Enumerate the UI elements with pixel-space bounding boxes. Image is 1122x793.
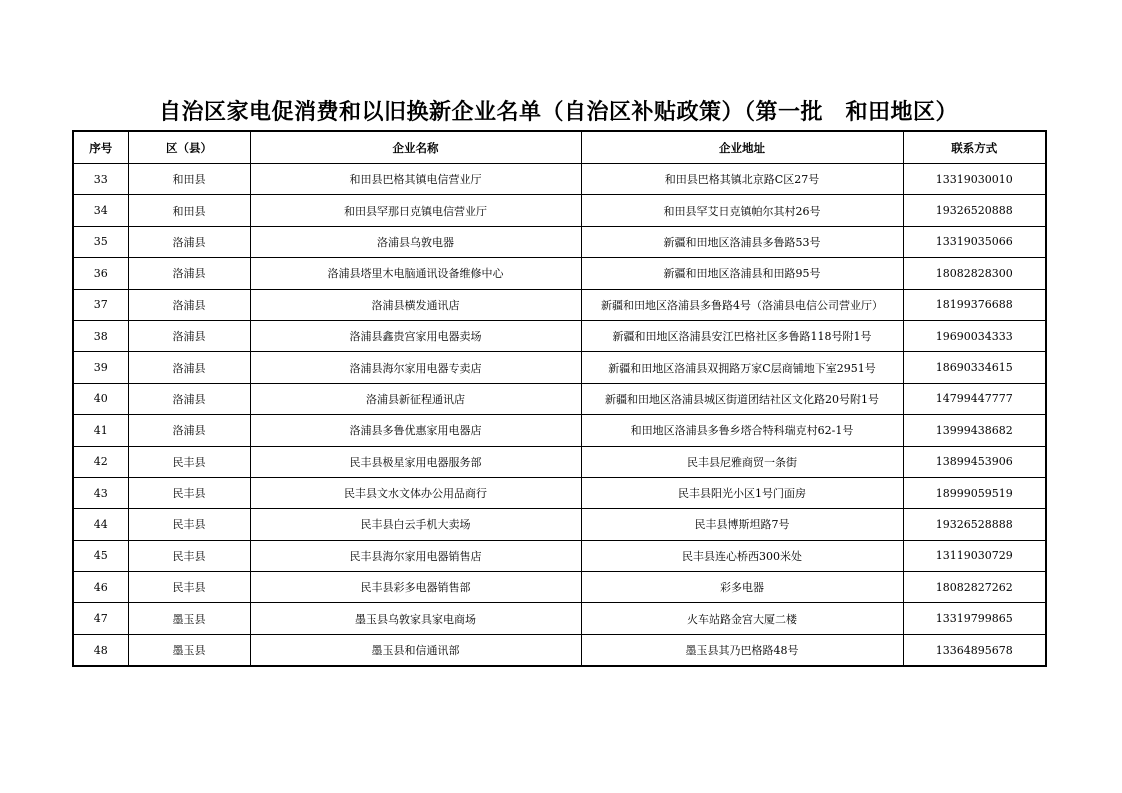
header-district: 区（县） [128, 131, 250, 164]
cell-contact: 19690034333 [903, 320, 1046, 351]
cell-contact: 18082827262 [903, 572, 1046, 603]
cell-contact: 13364895678 [903, 634, 1046, 666]
table-row [73, 572, 1046, 603]
cell-district: 民丰县 [128, 477, 250, 508]
cell-contact: 14799447777 [903, 383, 1046, 414]
cell-enterprise-name: 洛浦县横发通讯店 [250, 289, 581, 320]
cell-serial-number: 40 [73, 383, 128, 414]
cell-enterprise-address: 新疆和田地区洛浦县多鲁路4号（洛浦县电信公司营业厅） [581, 289, 903, 320]
cell-enterprise-address: 和田县罕艾日克镇帕尔其村26号 [581, 195, 903, 226]
cell-enterprise-address: 民丰县尼雅商贸一条街 [581, 446, 903, 477]
table-row [73, 415, 1046, 446]
table-body [73, 164, 1046, 667]
cell-district: 墨玉县 [128, 634, 250, 666]
cell-district: 洛浦县 [128, 383, 250, 414]
cell-serial-number: 44 [73, 509, 128, 540]
cell-serial-number: 38 [73, 320, 128, 351]
cell-enterprise-name: 和田县罕那日克镇电信营业厅 [250, 195, 581, 226]
cell-district: 洛浦县 [128, 258, 250, 289]
table-row [73, 383, 1046, 414]
cell-contact: 13319030010 [903, 164, 1046, 195]
cell-district: 和田县 [128, 164, 250, 195]
cell-district: 洛浦县 [128, 289, 250, 320]
header-row [73, 131, 1046, 164]
cell-enterprise-address: 和田县巴格其镇北京路C区27号 [581, 164, 903, 195]
cell-district: 和田县 [128, 195, 250, 226]
cell-enterprise-name: 民丰县彩多电器销售部 [250, 572, 581, 603]
cell-serial-number: 48 [73, 634, 128, 666]
cell-serial-number: 37 [73, 289, 128, 320]
cell-contact: 18690334615 [903, 352, 1046, 383]
header-enterprise-address: 企业地址 [581, 131, 903, 164]
cell-enterprise-address: 新疆和田地区洛浦县双拥路万家C层商铺地下室2951号 [581, 352, 903, 383]
table-row [73, 258, 1046, 289]
cell-contact: 13119030729 [903, 540, 1046, 571]
header-enterprise-name: 企业名称 [250, 131, 581, 164]
cell-district: 墨玉县 [128, 603, 250, 634]
table-row [73, 195, 1046, 226]
cell-district: 民丰县 [128, 509, 250, 540]
cell-serial-number: 39 [73, 352, 128, 383]
header-contact: 联系方式 [903, 131, 1046, 164]
cell-contact: 18999059519 [903, 477, 1046, 508]
cell-district: 民丰县 [128, 572, 250, 603]
cell-enterprise-address: 和田地区洛浦县多鲁乡塔合特科瑞克村62-1号 [581, 415, 903, 446]
cell-serial-number: 47 [73, 603, 128, 634]
cell-enterprise-address: 民丰县连心桥西300米处 [581, 540, 903, 571]
cell-enterprise-address: 彩多电器 [581, 572, 903, 603]
cell-enterprise-name: 民丰县海尔家用电器销售店 [250, 540, 581, 571]
table-row [73, 289, 1046, 320]
cell-enterprise-name: 洛浦县新征程通讯店 [250, 383, 581, 414]
cell-district: 民丰县 [128, 540, 250, 571]
cell-serial-number: 43 [73, 477, 128, 508]
cell-enterprise-address: 新疆和田地区洛浦县多鲁路53号 [581, 226, 903, 257]
cell-district: 洛浦县 [128, 226, 250, 257]
cell-district: 洛浦县 [128, 352, 250, 383]
cell-district: 民丰县 [128, 446, 250, 477]
cell-contact: 19326528888 [903, 509, 1046, 540]
cell-contact: 19326520888 [903, 195, 1046, 226]
cell-enterprise-address: 民丰县阳光小区1号门面房 [581, 477, 903, 508]
header-serial-number: 序号 [73, 131, 128, 164]
cell-serial-number: 42 [73, 446, 128, 477]
cell-enterprise-name: 民丰县白云手机大卖场 [250, 509, 581, 540]
table-row [73, 226, 1046, 257]
cell-enterprise-address: 新疆和田地区洛浦县安江巴格社区多鲁路118号附1号 [581, 320, 903, 351]
table-row [73, 603, 1046, 634]
cell-enterprise-address: 墨玉县其乃巴格路48号 [581, 634, 903, 666]
cell-serial-number: 35 [73, 226, 128, 257]
table-row [73, 352, 1046, 383]
cell-enterprise-name: 墨玉县乌敦家具家电商场 [250, 603, 581, 634]
table-row [73, 634, 1046, 666]
cell-serial-number: 41 [73, 415, 128, 446]
cell-enterprise-address: 火车站路金宫大厦二楼 [581, 603, 903, 634]
cell-enterprise-address: 新疆和田地区洛浦县和田路95号 [581, 258, 903, 289]
cell-enterprise-name: 墨玉县和信通讯部 [250, 634, 581, 666]
cell-contact: 13899453906 [903, 446, 1046, 477]
cell-contact: 18082828300 [903, 258, 1046, 289]
enterprise-table [72, 130, 1047, 667]
cell-serial-number: 34 [73, 195, 128, 226]
cell-contact: 13999438682 [903, 415, 1046, 446]
cell-contact: 18199376688 [903, 289, 1046, 320]
cell-contact: 13319799865 [903, 603, 1046, 634]
cell-enterprise-name: 洛浦县海尔家用电器专卖店 [250, 352, 581, 383]
cell-enterprise-name: 和田县巴格其镇电信营业厅 [250, 164, 581, 195]
cell-serial-number: 33 [73, 164, 128, 195]
cell-serial-number: 45 [73, 540, 128, 571]
cell-enterprise-address: 民丰县博斯坦路7号 [581, 509, 903, 540]
table-row [73, 446, 1046, 477]
cell-contact: 13319035066 [903, 226, 1046, 257]
table-row [73, 320, 1046, 351]
cell-enterprise-address: 新疆和田地区洛浦县城区街道团结社区文化路20号附1号 [581, 383, 903, 414]
cell-enterprise-name: 民丰县文水文体办公用品商行 [250, 477, 581, 508]
table-row [73, 509, 1046, 540]
table-row [73, 164, 1046, 195]
cell-serial-number: 46 [73, 572, 128, 603]
table-row [73, 540, 1046, 571]
cell-enterprise-name: 洛浦县多鲁优惠家用电器店 [250, 415, 581, 446]
cell-district: 洛浦县 [128, 415, 250, 446]
table-header [73, 131, 1046, 164]
cell-serial-number: 36 [73, 258, 128, 289]
cell-enterprise-name: 民丰县极星家用电器服务部 [250, 446, 581, 477]
cell-enterprise-name: 洛浦县塔里木电脑通讯设备维修中心 [250, 258, 581, 289]
cell-district: 洛浦县 [128, 320, 250, 351]
cell-enterprise-name: 洛浦县乌敦电器 [250, 226, 581, 257]
table-row [73, 477, 1046, 508]
document-title: 自治区家电促消费和以旧换新企业名单（自治区补贴政策）（第一批 和田地区） [158, 99, 958, 125]
cell-enterprise-name: 洛浦县鑫贵宫家用电器卖场 [250, 320, 581, 351]
